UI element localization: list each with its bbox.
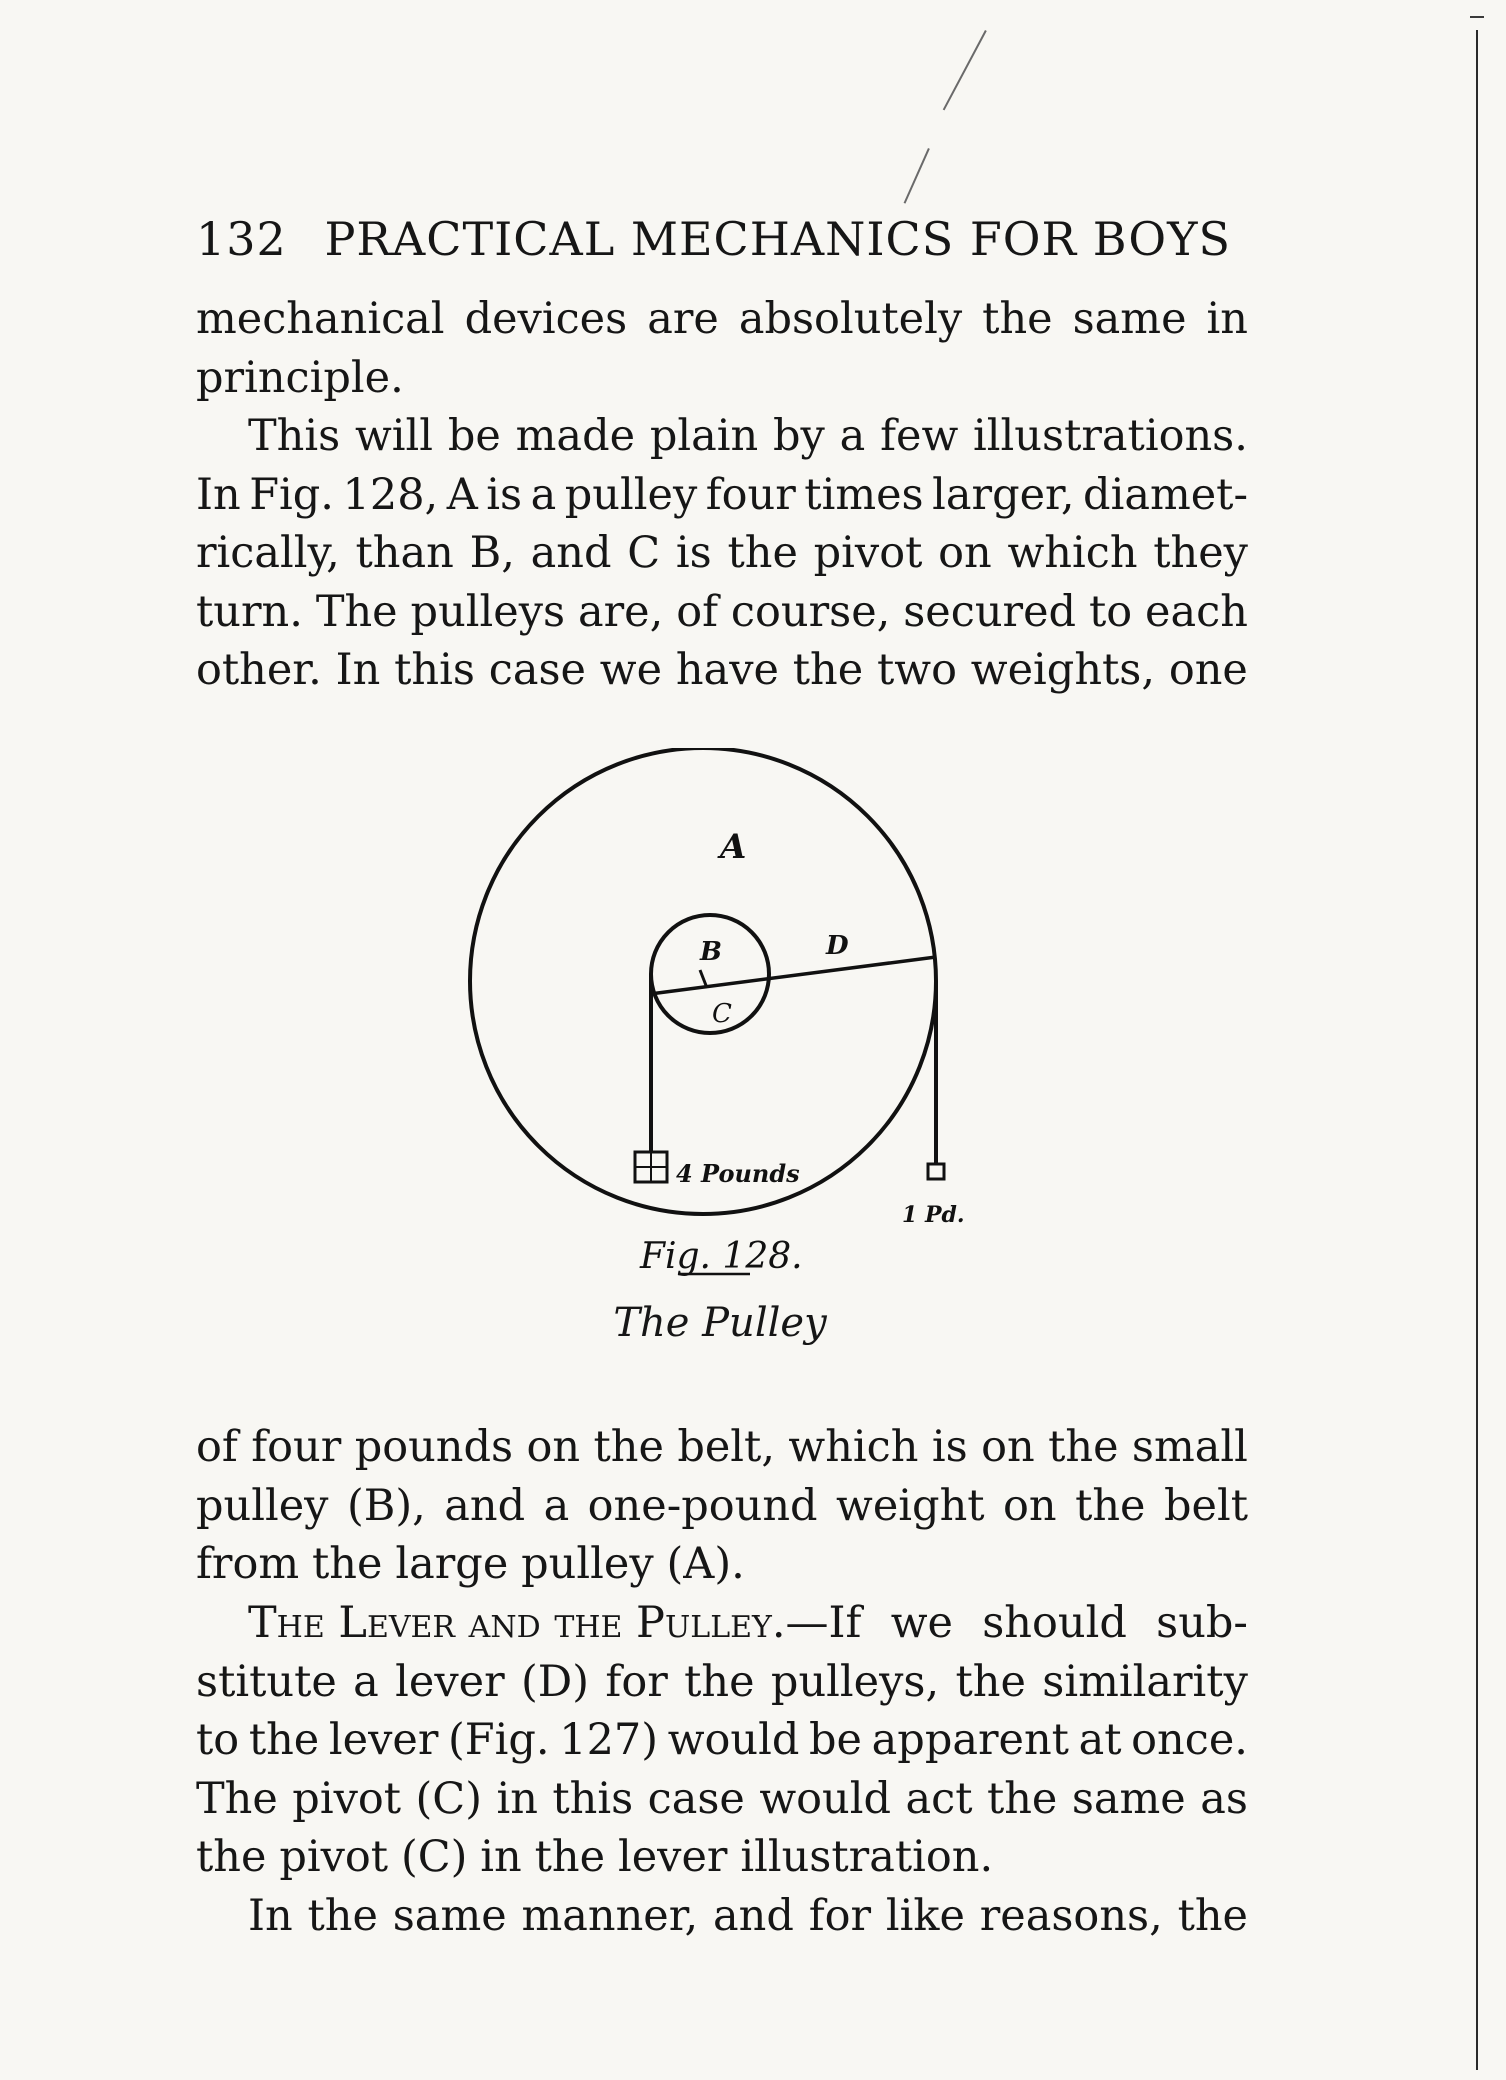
word: we [599, 645, 663, 695]
word: the [1048, 1422, 1119, 1472]
word: will [355, 411, 434, 461]
word: on [526, 1422, 581, 1472]
word: illustration. [740, 1832, 994, 1882]
word: similarity [1042, 1656, 1248, 1707]
word: the [1177, 1891, 1248, 1941]
word: be [809, 1715, 863, 1765]
word: case [647, 1773, 745, 1824]
lever-d-line [650, 957, 936, 994]
paragraph-closing [196, 1887, 1248, 1946]
word: small [1131, 1422, 1248, 1472]
word: same [1072, 294, 1187, 344]
word: the [1075, 1480, 1146, 1531]
word: the [684, 1656, 755, 1707]
word: (C) [400, 1832, 468, 1882]
section-heading: The Lever and the Pulley. [248, 1598, 786, 1648]
word: at [1078, 1715, 1122, 1765]
word: should [982, 1598, 1127, 1648]
word: one-pound [587, 1480, 818, 1531]
word: which [1007, 528, 1138, 578]
pivot-c-mark [700, 970, 707, 988]
paragraph-weights [196, 1418, 1248, 1594]
word: In [196, 469, 241, 520]
paragraph-lever-and-pulley [196, 1594, 1248, 1887]
word: the [307, 1891, 378, 1941]
pulley-diagram [460, 748, 1020, 1278]
word: course, [730, 586, 891, 637]
text-line [196, 290, 1248, 349]
word: pivot [279, 1832, 389, 1882]
word: belt [1163, 1480, 1248, 1531]
word: larger, [932, 469, 1075, 520]
word: lever [395, 1656, 505, 1707]
word: one [1168, 645, 1248, 695]
word: weights, [970, 645, 1156, 695]
word: (B), [346, 1480, 426, 1531]
text-line [196, 524, 1248, 583]
word: manner, [521, 1891, 699, 1941]
figure-caption: The Pulley [613, 1300, 827, 1346]
word: rically, [196, 528, 340, 578]
word: on [981, 1422, 1035, 1472]
word: they [1153, 528, 1248, 578]
word: the [727, 528, 798, 578]
word: times [804, 469, 924, 520]
word: a [839, 411, 866, 461]
word: illustrations. [973, 411, 1248, 461]
word: in [496, 1773, 538, 1824]
word: stitute [196, 1656, 337, 1707]
word: sub- [1156, 1598, 1248, 1648]
word: lever [328, 1715, 439, 1765]
pulley-b-circle [651, 915, 769, 1033]
text-line [196, 641, 1248, 700]
word: and [444, 1480, 526, 1531]
word: In [335, 645, 381, 695]
word: a [353, 1656, 379, 1707]
word: In [248, 1891, 293, 1941]
word: plain [649, 411, 759, 461]
word: (D) [521, 1656, 590, 1707]
label-c: C [712, 999, 732, 1029]
word: each [1145, 586, 1248, 637]
word: 127) [559, 1715, 659, 1765]
word: the [982, 294, 1053, 344]
word: for [605, 1656, 668, 1707]
word: the [248, 1715, 320, 1765]
word: secured [903, 586, 1077, 637]
scan-scratch [943, 30, 987, 110]
word: pulley [564, 469, 698, 520]
word: B, [469, 528, 515, 578]
word: we [890, 1598, 953, 1648]
pulley-figure [460, 748, 1020, 1278]
word: would [759, 1773, 891, 1824]
word: this [552, 1773, 634, 1824]
word: mechanical [196, 294, 445, 344]
label-d: D [826, 931, 849, 961]
word: absolutely [738, 294, 963, 344]
word: to [196, 1715, 240, 1765]
word: four [705, 469, 796, 520]
word: once. [1131, 1715, 1248, 1765]
word: which [788, 1422, 919, 1472]
scan-scratch [904, 148, 930, 204]
text-line [196, 1418, 1248, 1477]
word: act [905, 1773, 973, 1824]
word: diamet- [1083, 469, 1248, 520]
word: a [530, 469, 557, 520]
text-line [196, 1711, 1248, 1770]
paragraph-intro [196, 407, 1248, 700]
word: the [986, 1773, 1058, 1824]
word: pulley [521, 1539, 654, 1589]
page-number: 132 [196, 212, 287, 266]
word: principle. [196, 352, 404, 403]
word: turn. [196, 586, 303, 637]
word: lever [617, 1832, 728, 1882]
word: same [1071, 1773, 1186, 1824]
word: than [355, 528, 454, 578]
text-line [196, 349, 1248, 408]
word: the [312, 1539, 383, 1589]
word: a [543, 1480, 570, 1531]
word: of [196, 1422, 238, 1472]
page-edge-line [1476, 30, 1478, 2070]
word: 128, [342, 469, 439, 520]
text-line [196, 1828, 1248, 1887]
text-line [196, 583, 1248, 642]
word: is [675, 528, 712, 578]
word: on [1003, 1480, 1057, 1531]
word: and [713, 1891, 794, 1941]
word: same [392, 1891, 507, 1941]
word: of [676, 586, 719, 637]
word: C [627, 528, 661, 578]
text-line [196, 1653, 1248, 1712]
word: from [196, 1539, 300, 1589]
text-line [196, 407, 1248, 466]
paragraph-continuation [196, 290, 1248, 407]
word: like [885, 1891, 965, 1941]
word: are [647, 294, 719, 344]
word: as [1200, 1773, 1248, 1824]
running-title: PRACTICAL MECHANICS FOR BOYS [324, 212, 1231, 266]
word: four [251, 1422, 342, 1472]
text-line [196, 1535, 1248, 1594]
word: The [196, 1773, 278, 1824]
weight-1lb [928, 1164, 944, 1179]
word: to [1088, 586, 1133, 637]
text-line [196, 1594, 1248, 1653]
word: in [480, 1832, 522, 1882]
word: the [593, 1422, 664, 1472]
word: two [876, 645, 957, 695]
word: weight [836, 1480, 985, 1531]
word: pulleys, [770, 1656, 940, 1707]
word: pulleys [410, 586, 566, 637]
word: case [488, 645, 586, 695]
word: —If [785, 1598, 862, 1648]
word: be [447, 411, 501, 461]
text-line [196, 1477, 1248, 1536]
word: pulley [196, 1480, 329, 1531]
word: reasons, [979, 1891, 1163, 1941]
page-edge-mark [1470, 16, 1484, 18]
word: large [395, 1539, 509, 1589]
word: is [931, 1422, 968, 1472]
word: belt, [677, 1422, 776, 1472]
word: the [196, 1832, 267, 1882]
word: by [773, 411, 825, 461]
word: are, [577, 586, 664, 637]
word: A [446, 469, 478, 520]
word: on [938, 528, 992, 578]
word: pivot [292, 1773, 402, 1824]
word: (A). [666, 1539, 745, 1589]
label-b: B [700, 937, 722, 967]
word: made [515, 411, 636, 461]
word: in [1206, 294, 1248, 344]
word: the [534, 1832, 606, 1882]
word: for [808, 1891, 872, 1941]
word: have [675, 645, 779, 695]
word: this [394, 645, 475, 695]
text-line [196, 466, 1248, 525]
word: apparent [871, 1715, 1069, 1765]
text-line [196, 1770, 1248, 1829]
word: devices [464, 294, 628, 344]
label-1-pd: 1 Pd. [902, 1202, 965, 1228]
word: is [486, 469, 523, 520]
word: (C) [415, 1773, 482, 1824]
figure-number: Fig. 128. [640, 1236, 803, 1277]
text-line [196, 1887, 1248, 1946]
word: would [667, 1715, 800, 1765]
word: pounds [354, 1422, 514, 1472]
running-header [196, 212, 1248, 266]
word: the [955, 1656, 1026, 1707]
word: and [530, 528, 612, 578]
word: The [315, 586, 398, 637]
label-a: A [720, 827, 747, 867]
word: other. [196, 645, 322, 695]
word: pivot [813, 528, 923, 578]
word: the [792, 645, 864, 695]
word: Fig. [249, 469, 334, 520]
label-4-pounds: 4 Pounds [676, 1159, 800, 1188]
word: few [880, 411, 959, 461]
word: (Fig. [448, 1715, 550, 1765]
word: This [248, 411, 341, 461]
